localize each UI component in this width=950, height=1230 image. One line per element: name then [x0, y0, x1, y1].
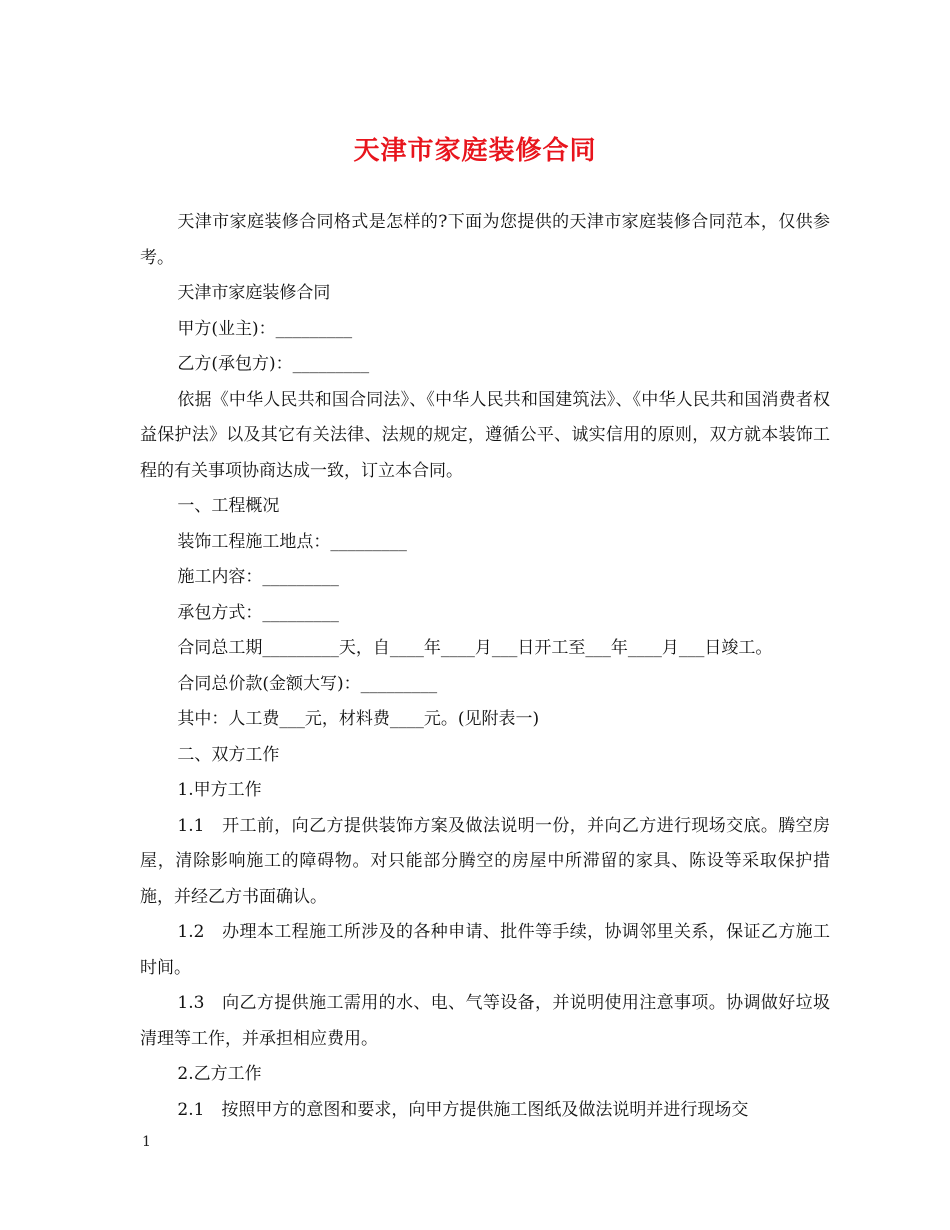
paragraph-contract-name: 天津市家庭装修合同	[177, 283, 331, 303]
document-title: 天津市家庭装修合同	[353, 136, 597, 166]
page-number: 1	[142, 1134, 151, 1150]
section-heading-overview: 一、工程概况	[177, 496, 280, 516]
section-heading-duties: 二、双方工作	[177, 744, 280, 765]
document-body	[140, 205, 830, 1128]
clause-1-3: 1.3 向乙方提供施工需用的水、电、气等设备，并说明使用注意事项。协调做好垃圾清理等工作，并承担相应费用。	[140, 993, 830, 1049]
paragraph-total-price: 合同总价款(金额大写)：_________	[177, 673, 438, 694]
clause-1-1: 1.1 开工前，向乙方提供装饰方案及做法说明一份，并向乙方进行现场交底。腾空房屋，清除影响施工的障碍物。对只能部分腾空的房屋中所滞留的家具、陈设等采取保护措施，并经乙方书面确认。	[140, 815, 830, 907]
paragraph-cost-breakdown: 其中：人工费___元，材料费____元。(见附表一)	[177, 709, 540, 729]
clause-1-2: 1.2 办理本工程施工所涉及的各种申请、批件等手续，协调邻里关系，保证乙方施工时间。	[140, 922, 830, 978]
paragraph-location: 装饰工程施工地点：_________	[177, 531, 407, 552]
paragraph-legal-basis: 依据《中华人民共和国合同法》、《中华人民共和国建筑法》、《中华人民共和国消费者权益保护法》以及其它有关法律、法规的规定，遵循公平、诚实信用的原则，双方就本装饰工程的有关事项协商达成一致，订立本合同。	[140, 389, 830, 481]
clause-2-1: 2.1 按照甲方的意图和要求，向甲方提供施工图纸及做法说明并进行现场交	[177, 1099, 749, 1120]
paragraph-party-a: 甲方(业主)：_________	[177, 318, 353, 339]
paragraph-content: 施工内容：_________	[177, 567, 339, 587]
paragraph-duration: 合同总工期_________天，自____年____月___日开工至___年____月___日竣工。	[177, 638, 773, 658]
paragraph-intro: 天津市家庭装修合同格式是怎样的?下面为您提供的天津市家庭装修合同范本，仅供参考。	[140, 212, 830, 268]
subheading-party-b-duties: 2.乙方工作	[177, 1064, 262, 1084]
paragraph-contract-mode: 承包方式：_________	[177, 602, 339, 623]
paragraph-party-b: 乙方(承包方)：_________	[177, 354, 370, 374]
subheading-party-a-duties: 1.甲方工作	[177, 780, 262, 800]
